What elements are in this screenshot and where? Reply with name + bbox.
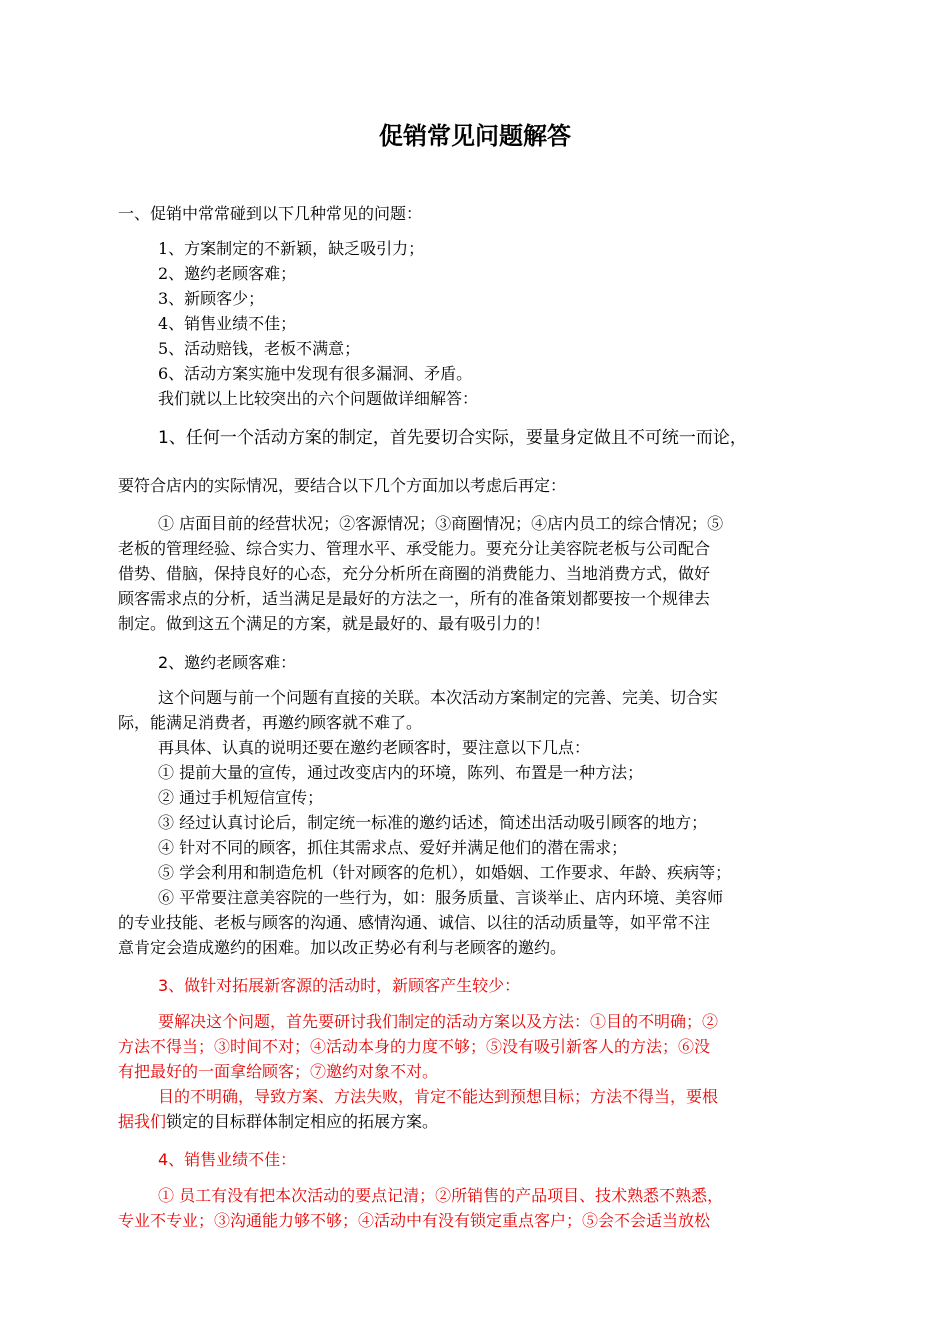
list-item: ② 通过手机短信宣传； [158, 788, 324, 807]
question-heading-3: 3、做针对拓展新客源的活动时，新顾客产生较少： [158, 976, 521, 995]
paragraph-line: 借势、借脑，保持良好的心态，充分分析所在商圈的消费能力、当地消费方式，做好 [118, 564, 711, 583]
paragraph-line: 有把最好的一面拿给顾客；⑦邀约对象不对。 [118, 1062, 439, 1081]
paragraph-line: 方法不得当；③时间不对；④活动本身的力度不够；⑤没有吸引新客人的方法；⑥没 [118, 1037, 711, 1056]
paragraph-line: 顾客需求点的分析，适当满足是最好的方法之一，所有的准备策划都要按一个规律去 [118, 589, 711, 608]
question-heading-2: 2、邀约老顾客难： [158, 653, 297, 672]
list-item: ⑤ 学会利用和制造危机（针对顾客的危机），如婚姻、工作要求、年龄、疾病等； [158, 863, 732, 882]
list-item: ③ 经过认真讨论后，制定统一标准的邀约话述，简述出活动吸引顾客的地方； [158, 813, 708, 832]
paragraph-line-mixed [118, 1110, 438, 1134]
paragraph-line: 目的不明确，导致方案、方法失败，肯定不能达到预想目标；方法不得当，要根 [158, 1087, 719, 1106]
page-title: 促销常见问题解答 [379, 121, 571, 150]
paragraph-line: ① 员工有没有把本次活动的要点记清；②所销售的产品项目、技术熟悉不熟悉， [158, 1186, 724, 1205]
list-item: ④ 针对不同的顾客，抓住其需求点、爱好并满足他们的潜在需求； [158, 838, 628, 857]
paragraph-line: 再具体、认真的说明还要在邀约老顾客时，要注意以下几点： [158, 738, 591, 757]
paragraph-line: ① 店面目前的经营状况；②客源情况；③商圈情况；④店内员工的综合情况；⑤ [158, 514, 724, 533]
intro-text: 我们就以上比较突出的六个问题做详细解答： [158, 389, 479, 408]
red-text-segment: 据我们 [118, 1112, 167, 1131]
black-text-segment: 锁定的目标群体制定相应的拓展方案。 [166, 1112, 439, 1131]
list-item: ① 提前大量的宣传，通过改变店内的环境，陈列、布置是一种方法； [158, 763, 644, 782]
paragraph-line: 这个问题与前一个问题有直接的关联。本次活动方案制定的完善、完美、切合实 [158, 688, 719, 707]
paragraph-line: 意肯定会造成邀约的困难。加以改正势必有利与老顾客的邀约。 [118, 938, 567, 957]
list-item: 4、销售业绩不佳； [158, 314, 297, 333]
paragraph-line: 的专业技能、老板与顾客的沟通、感情沟通、诚信、以往的活动质量等，如平常不注 [118, 913, 711, 932]
list-item: 6、活动方案实施中发现有很多漏洞、矛盾。 [158, 364, 473, 383]
list-item: 5、活动赔钱，老板不满意； [158, 339, 361, 358]
list-item: ⑥ 平常要注意美容院的一些行为，如：服务质量、言谈举止、店内环境、美容师 [158, 888, 724, 907]
list-item: 2、邀约老顾客难； [158, 264, 297, 283]
question-heading-1-cont: 要符合店内的实际情况，要结合以下几个方面加以考虑后再定： [118, 476, 567, 495]
question-heading-1: 1、任何一个活动方案的制定，首先要切合实际，要量身定做且不可统一而论， [158, 428, 747, 448]
paragraph-line: 要解决这个问题，首先要研讨我们制定的活动方案以及方法：①目的不明确；② [158, 1012, 719, 1031]
paragraph-line: 专业不专业；③沟通能力够不够；④活动中有没有锁定重点客户；⑤会不会适当放松 [118, 1211, 711, 1230]
section-heading: 一、促销中常常碰到以下几种常见的问题： [118, 204, 423, 223]
paragraph-line: 制定。做到这五个满足的方案，就是最好的、最有吸引力的！ [118, 614, 551, 633]
list-item: 3、新顾客少； [158, 289, 265, 308]
paragraph-line: 老板的管理经验、综合实力、管理水平、承受能力。要充分让美容院老板与公司配合 [118, 539, 711, 558]
question-heading-4: 4、销售业绩不佳： [158, 1150, 297, 1169]
list-item: 1、方案制定的不新颖，缺乏吸引力； [158, 239, 425, 258]
paragraph-line: 际，能满足消费者，再邀约顾客就不难了。 [118, 713, 423, 732]
